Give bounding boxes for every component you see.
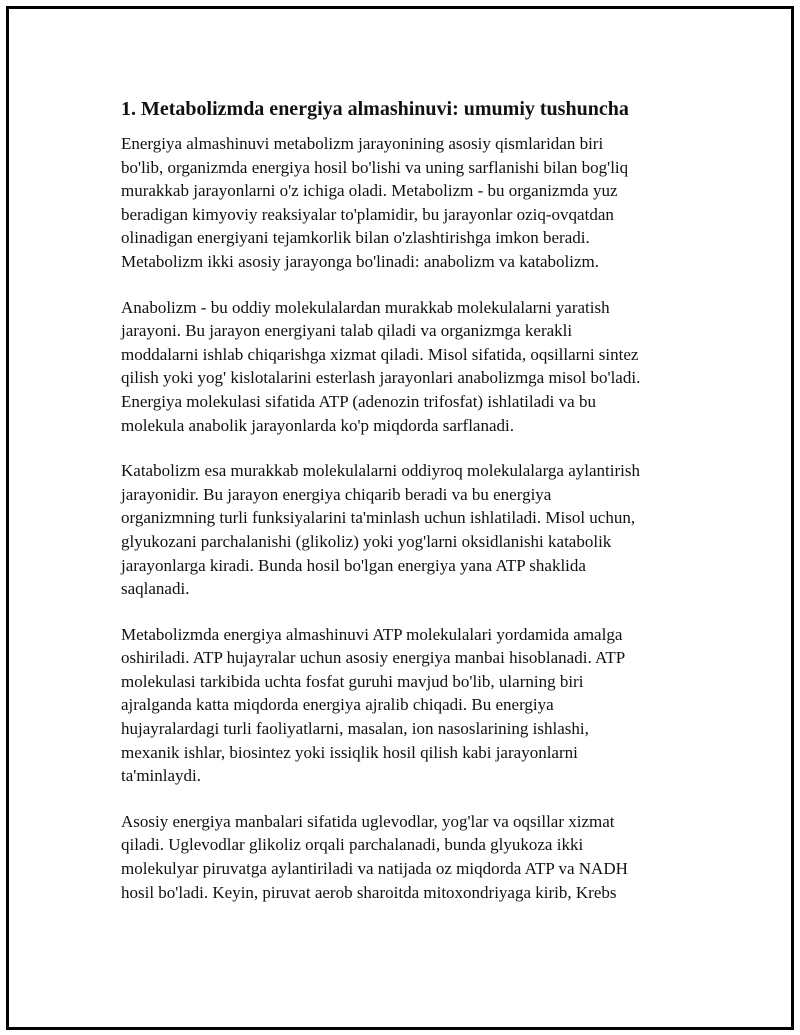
- text-line: murakkab jarayonlarni o'z ichiga oladi. Metabolizm - bu organizmda yuz: [121, 181, 618, 201]
- paragraph-catabolism: [121, 459, 701, 601]
- text-line: Metabolizmda energiya almashinuvi ATP molekulalari yordamida amalga: [121, 624, 623, 644]
- text-line: Anabolizm - bu oddiy molekulalardan murakkab molekulalarni yaratish: [121, 297, 610, 317]
- text-line: ta'minlaydi.: [121, 766, 202, 786]
- text-line: jarayoni. Bu jarayon energiyani talab qiladi va organizmga kerakli: [121, 321, 573, 341]
- text-line: beradigan kimyoviy reaksiyalar to'plamidir, bu jarayonlar oziq-ovqatdan: [121, 204, 614, 224]
- paragraph-anabolism: [121, 296, 701, 438]
- text-line: Metabolizm ikki asosiy jarayonga bo'linadi: anabolizm va katabolizm.: [121, 251, 599, 271]
- text-line: molekulyar piruvatga aylantiriladi va natijada oz miqdorda ATP va NADH: [121, 859, 628, 879]
- text-line: saqlanadi.: [121, 579, 190, 599]
- text-line: hosil bo'ladi. Keyin, piruvat aerob sharoitda mitoxondriyaga kirib, Krebs: [121, 882, 617, 902]
- text-line: molekula anabolik jarayonlarda ko'p miqdorda sarflanadi.: [121, 415, 514, 435]
- text-line: glyukozani parchalanishi (glikoliz) yoki yog'larni oksidlanishi katabolik: [121, 531, 612, 551]
- text-line: Energiya molekulasi sifatida ATP (adenozin trifosfat) ishlatiladi va bu: [121, 391, 596, 411]
- text-line: jarayonlarga kiradi. Bunda hosil bo'lgan energiya yana ATP shaklida: [121, 555, 586, 575]
- text-line: ajralganda katta miqdorda energiya ajralib chiqadi. Bu energiya: [121, 695, 554, 715]
- paragraph-energy-exchange: [121, 132, 701, 274]
- text-line: mexanik ishlar, biosintez yoki issiqlik hosil qilish kabi jarayonlarni: [121, 742, 578, 762]
- text-line: hujayralardagi turli faoliyatlarni, masalan, ion nasoslarining ishlashi,: [121, 719, 589, 739]
- paragraph-energy-sources: [121, 810, 701, 904]
- text-line: Energiya almashinuvi metabolizm jarayonining asosiy qismlaridan biri: [121, 134, 604, 153]
- text-line: qilish yoki yog' kislotalarini esterlash jarayonlari anabolizmga misol bo'ladi.: [121, 368, 641, 388]
- page-title: 1. Metabolizmda energiya almashinuvi: umumiy tushuncha: [121, 98, 629, 120]
- text-line: jarayonidir. Bu jarayon energiya chiqarib beradi va bu energiya: [121, 484, 552, 504]
- text-line: oshiriladi. ATP hujayralar uchun asosiy energiya manbai hisoblanadi. ATP: [121, 648, 626, 668]
- text-line: Asosiy energiya manbalari sifatida uglevodlar, yog'lar va oqsillar xizmat: [121, 811, 615, 831]
- page-frame: [6, 6, 794, 1030]
- text-line: Katabolizm esa murakkab molekulalarni oddiyroq molekulalarga aylantirish: [121, 461, 640, 481]
- text-line: qiladi. Uglevodlar glikoliz orqali parchalanadi, bunda glyukoza ikki: [121, 835, 584, 855]
- text-line: bo'lib, organizmda energiya hosil bo'lishi va uning sarflanishi bilan bog'liq: [121, 157, 629, 177]
- text-line: molekulasi tarkibida uchta fosfat guruhi mavjud bo'lib, ularning biri: [121, 671, 584, 691]
- document-content: [121, 95, 701, 926]
- text-line: organizmning turli funksiyalarini ta'minlash uchun ishlatiladi. Misol uchun,: [121, 508, 636, 528]
- paragraph-atp: [121, 623, 701, 788]
- text-line: moddalarni ishlab chiqarishga xizmat qiladi. Misol sifatida, oqsillarni sintez: [121, 344, 639, 364]
- text-line: olinadigan energiyani tejamkorlik bilan o'zlashtirishga imkon beradi.: [121, 228, 590, 248]
